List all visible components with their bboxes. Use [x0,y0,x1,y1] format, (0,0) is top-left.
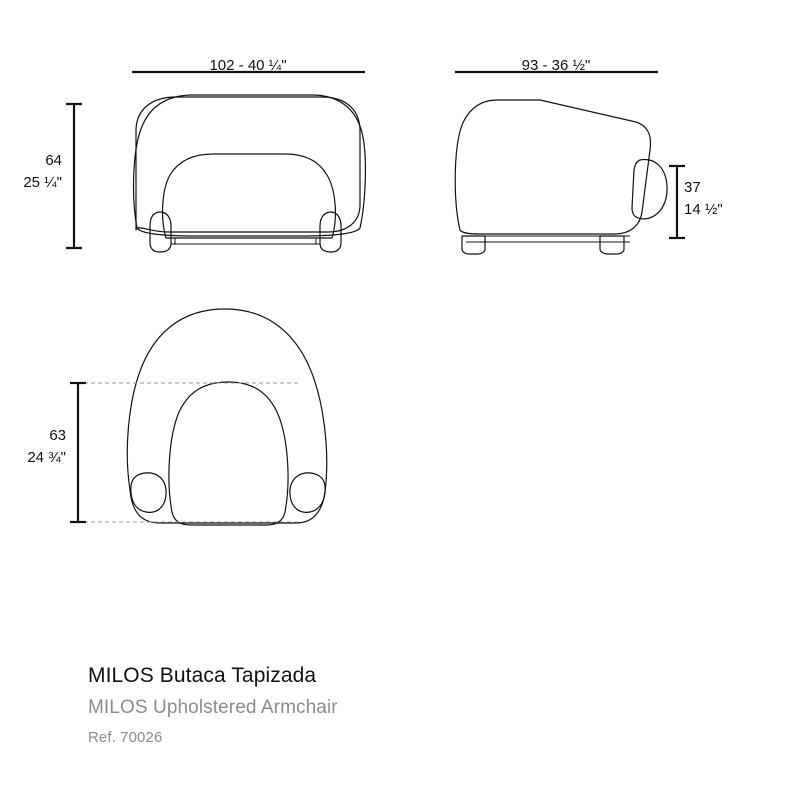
plan-left-arm-cap [131,473,166,512]
front-outer-shell [136,97,360,232]
front-height-in-label: 25 ¼" [23,174,62,191]
plan-inner-seat [169,382,288,525]
front-outer-shell-smooth [134,95,366,236]
plan-depth-in-label: 24 ¾" [27,449,66,466]
side-height-in-label: 14 ½" [684,201,723,218]
side-front-foot [462,236,485,254]
plan-outer-shell [127,309,326,523]
front-height-cm-label: 64 [45,152,62,169]
plan-right-arm-cap [290,473,325,512]
side-back-bolster [632,160,667,219]
product-subtitle: MILOS Upholstered Armchair [88,697,338,718]
front-elevation-view [66,72,365,252]
plan-depth-cm-label: 63 [49,427,66,444]
product-reference: Ref. 70026 [88,729,163,746]
side-rear-foot [600,236,624,254]
front-inner-cushion [163,154,336,238]
side-depth-label: 93 - 36 ½" [521,57,591,74]
side-elevation-view [455,72,685,254]
product-title: MILOS Butaca Tapizada [88,664,317,687]
plan-view-drawing [70,309,327,525]
front-width-label: 102 - 40 ¼" [209,57,287,74]
side-height-cm-label: 37 [684,179,701,196]
side-outer-shell [455,100,650,234]
